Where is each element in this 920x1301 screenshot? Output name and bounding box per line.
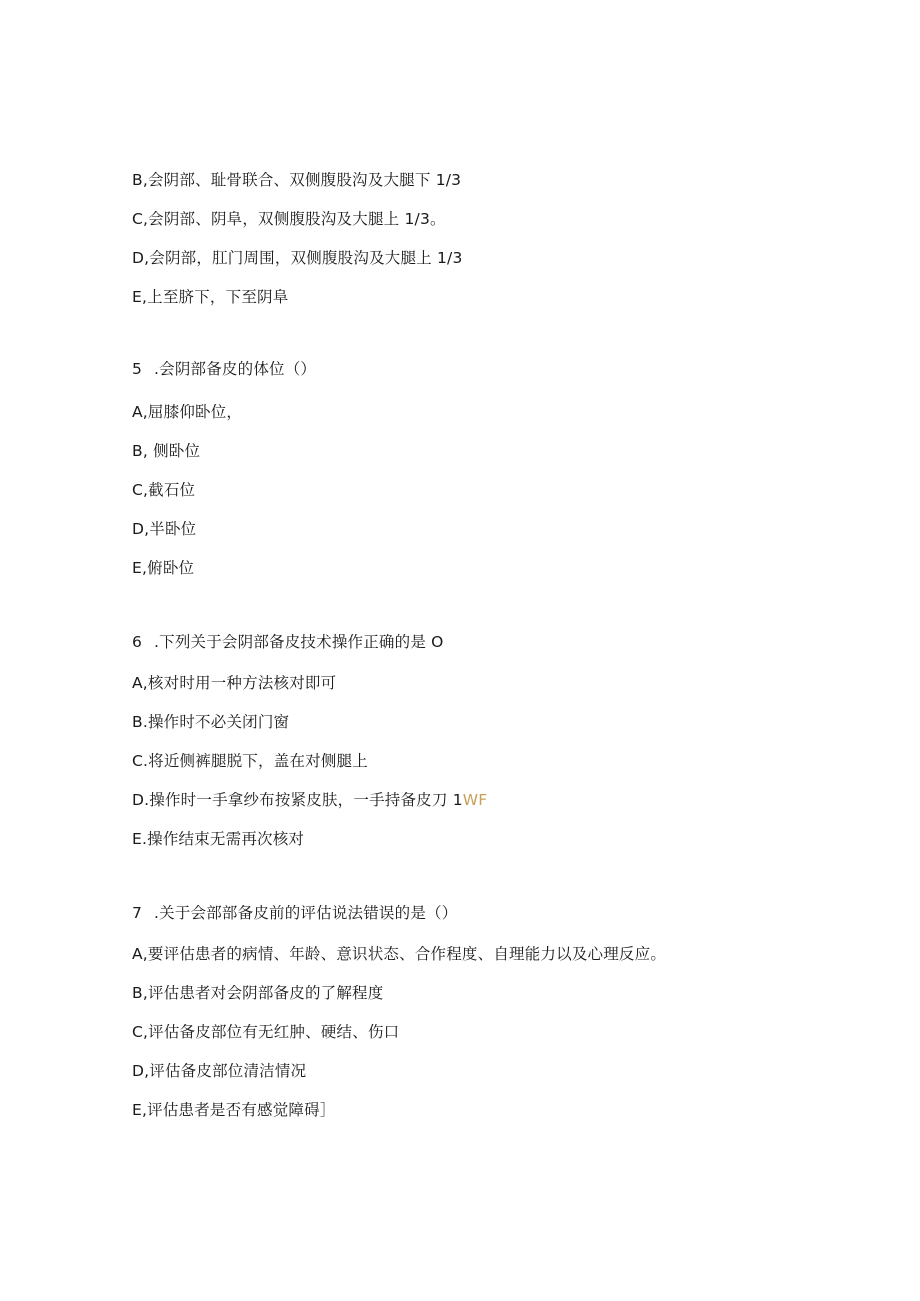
q7-option-c: C,评估备皮部位有无红肿、硬结、伤口 xyxy=(132,1023,400,1041)
q6-number: 6 xyxy=(132,633,143,651)
q6-option-a: A,核对时用一种方法核对即可 xyxy=(132,674,337,692)
q7-option-e: E,评估患者是否有感觉障碍］ xyxy=(132,1101,336,1119)
q7-option-b: B,评估患者对会阴部备皮的了解程度 xyxy=(132,984,384,1002)
q4-option-c: C,会阴部、阴阜，双侧腹股沟及大腿上 1/3。 xyxy=(132,210,446,228)
q5-option-b: B, 侧卧位 xyxy=(132,442,201,460)
q4-option-b: B,会阴部、耻骨联合、双侧腹股沟及大腿下 1/3 xyxy=(132,171,462,189)
q5-option-e: E,俯卧位 xyxy=(132,559,195,577)
q6-option-d-tail: WF xyxy=(462,791,488,809)
q7-stem xyxy=(132,903,457,923)
q7-option-d: D,评估备皮部位清洁情况 xyxy=(132,1062,307,1080)
q6-option-e: E.操作结束无需再次核对 xyxy=(132,830,305,848)
q7-text: .关于会部部备皮前的评估说法错误的是（） xyxy=(154,904,458,922)
q6-stem xyxy=(132,632,444,652)
q6-option-d-text: D.操作时一手拿纱布按紧皮肤，一手持备皮刀 1 xyxy=(132,791,463,809)
q5-option-c: C,截石位 xyxy=(132,481,196,499)
q6-text: .下列关于会阴部备皮技术操作正确的是 O xyxy=(154,633,444,651)
q5-text: .会阴部备皮的体位（） xyxy=(154,360,317,378)
q6-option-c: C.将近侧裤腿脱下，盖在对侧腿上 xyxy=(132,752,368,770)
q4-option-e: E,上至脐下，下至阴阜 xyxy=(132,288,289,306)
q7-option-a: A,要评估患者的病情、年龄、意识状态、合作程度、自理能力以及心理反应。 xyxy=(132,945,667,963)
q5-option-a: A,屈膝仰卧位， xyxy=(132,403,243,421)
q6-option-d xyxy=(132,790,487,810)
q4-option-d: D,会阴部，肛门周围，双侧腹股沟及大腿上 1/3 xyxy=(132,249,463,267)
q5-stem xyxy=(132,359,316,379)
q5-option-d: D,半卧位 xyxy=(132,520,197,538)
q7-number: 7 xyxy=(132,904,143,922)
q5-number: 5 xyxy=(132,360,143,378)
q6-option-b: B.操作时不必关闭门窗 xyxy=(132,713,290,731)
